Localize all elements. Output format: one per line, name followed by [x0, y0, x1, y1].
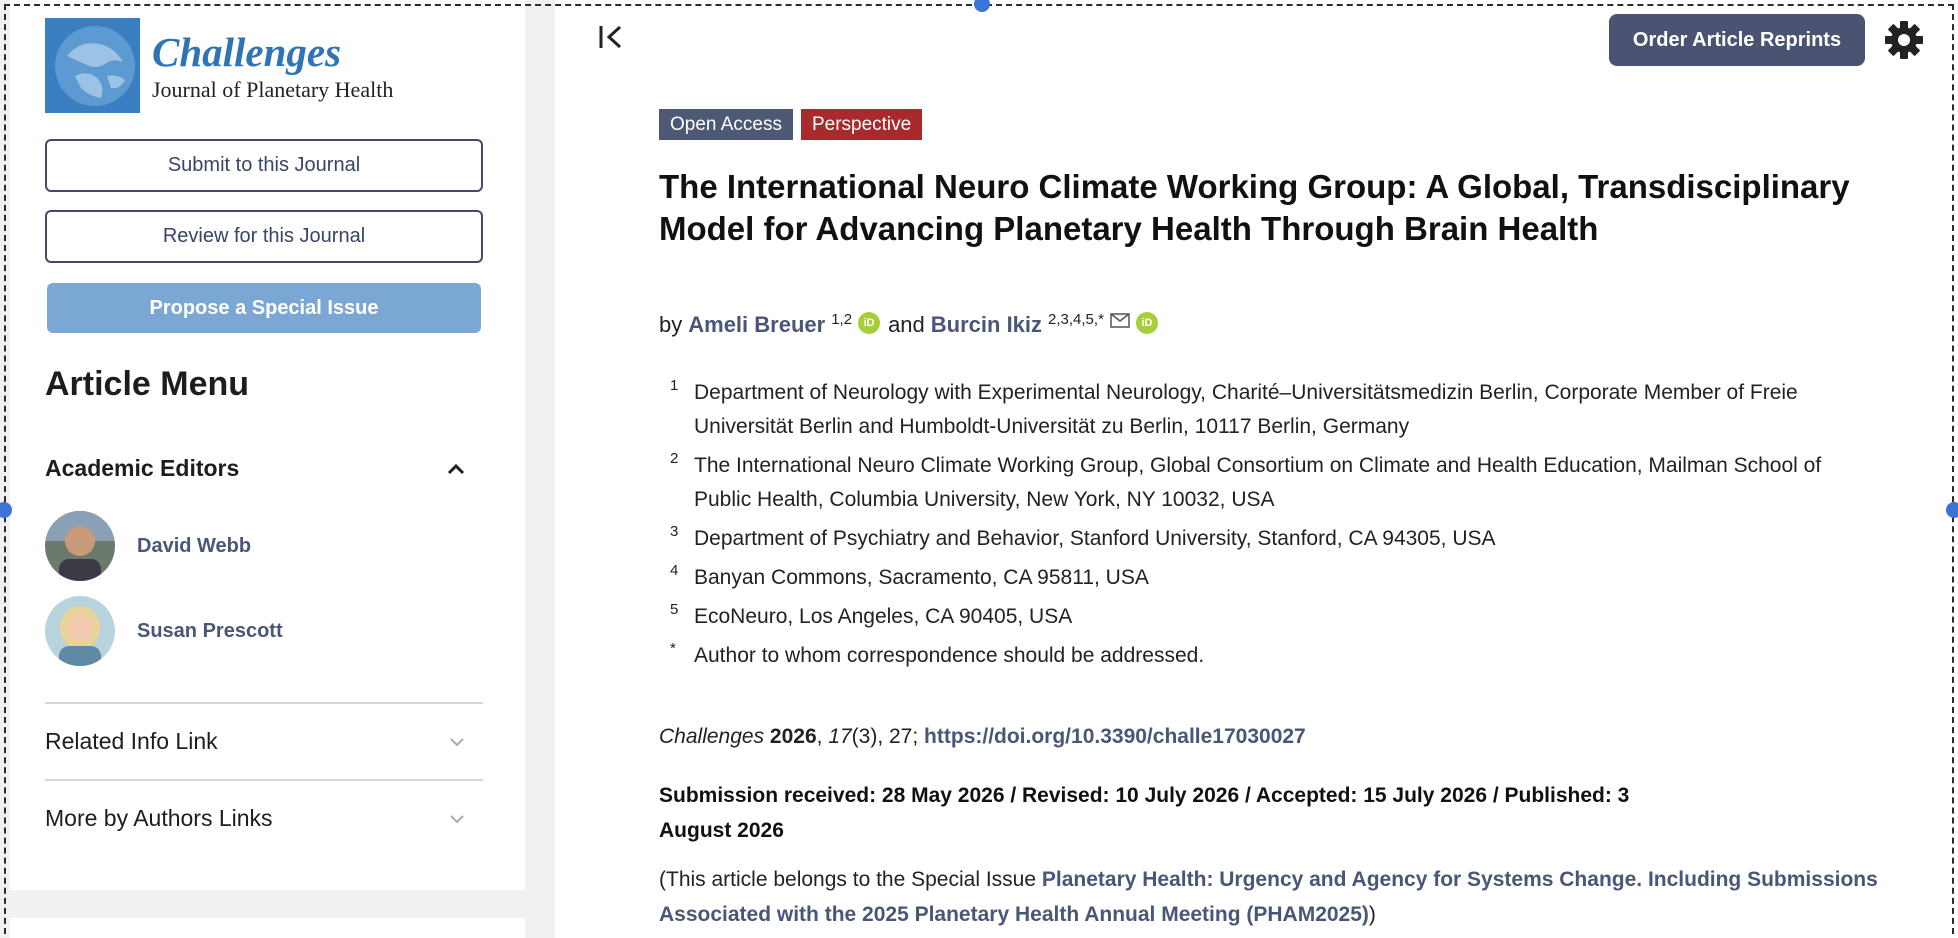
resize-handle[interactable]: [974, 0, 990, 12]
order-reprints-button[interactable]: Order Article Reprints: [1609, 14, 1865, 66]
byline: [659, 312, 1166, 340]
doi-link[interactable]: https://doi.org/10.3390/challe17030027: [924, 725, 1306, 748]
editor-david-webb[interactable]: [45, 511, 251, 581]
affiliations-list: [670, 376, 1860, 678]
chevron-down-icon: [449, 737, 465, 747]
submit-button[interactable]: Submit to this Journal: [45, 139, 483, 192]
citation-issue: (3), 27;: [851, 725, 919, 748]
article-menu-heading: Article Menu: [45, 365, 250, 403]
affiliation-item: [670, 522, 1860, 556]
and-label: and: [888, 312, 925, 337]
editor-name: Susan Prescott: [137, 619, 283, 642]
logo-subtitle: Journal of Planetary Health: [152, 76, 394, 102]
chevron-down-icon: [449, 814, 465, 824]
resize-handle[interactable]: [1946, 502, 1958, 518]
avatar: [45, 511, 115, 581]
academic-editors-toggle[interactable]: [45, 455, 465, 482]
citation-year: 2026: [769, 725, 817, 748]
affiliation-text: Banyan Commons, Sacramento, CA 95811, USA: [694, 566, 1149, 589]
affiliation-item: [670, 376, 1860, 444]
gear-icon[interactable]: [1882, 18, 1926, 62]
author-affiliation: 1,2: [831, 311, 853, 328]
publication-dates: Submission received: 28 May 2026 / Revised: 10 July 2026 / Accepted: 15 July 2026 / Published: 3 August 2026: [659, 784, 1630, 842]
affiliation-item: [670, 449, 1860, 517]
accordion-label: Related Info Link: [45, 728, 218, 754]
affiliation-text: EcoNeuro, Los Angeles, CA 90405, USA: [694, 605, 1073, 628]
divider: [45, 702, 483, 704]
logo-title: Challenges: [152, 28, 342, 75]
avatar: [45, 596, 115, 666]
globe-logo-icon: [45, 18, 140, 113]
review-button[interactable]: Review for this Journal: [45, 210, 483, 263]
accordion-label: More by Authors Links: [45, 805, 273, 831]
sidebar-lower-panel: [10, 918, 525, 938]
affiliation-text: Department of Psychiatry and Behavior, Stanford University, Stanford, CA 94305, USA: [694, 527, 1496, 550]
article-title: The International Neuro Climate Working Group: A Global, Transdisciplinary Model for Advancing Planetary Health Through Brain Health: [659, 168, 1850, 247]
collapse-left-icon[interactable]: [596, 22, 626, 60]
author-affiliation: 2,3,4,5,*: [1048, 311, 1104, 328]
special-issue-suffix: ): [1368, 903, 1376, 926]
author-link[interactable]: Ameli Breuer: [688, 312, 826, 337]
propose-special-issue-button[interactable]: Propose a Special Issue: [47, 283, 481, 333]
journal-logo[interactable]: [45, 18, 393, 113]
editor-name: David Webb: [137, 534, 252, 557]
citation-volume: 17: [828, 725, 852, 748]
citation: Challenges 2026, 17(3), 27; https://doi.org/10.3390/challe17030027: [659, 725, 1306, 748]
article-type-badge: Perspective: [801, 109, 922, 140]
orcid-icon[interactable]: iD: [1136, 312, 1158, 334]
more-by-authors-accordion[interactable]: [45, 805, 465, 832]
special-issue-note: [659, 862, 1879, 932]
affiliation-number: 3: [670, 523, 679, 540]
affiliation-item: [670, 639, 1860, 673]
sidebar: [10, 0, 525, 890]
affiliation-text: The International Neuro Climate Working Group, Global Consortium on Climate and Health Education, Mailman School of Public Health, Columbia University, New York, NY 10032, USA: [694, 454, 1822, 511]
affiliation-number: 2: [670, 450, 679, 467]
affiliation-text: Author to whom correspondence should be addressed.: [694, 644, 1205, 667]
citation-journal: Challenges: [659, 725, 765, 748]
orcid-icon[interactable]: iD: [858, 312, 880, 334]
affiliation-number: 1: [670, 377, 679, 394]
affiliation-number: *: [670, 640, 676, 657]
open-access-badge[interactable]: Open Access: [659, 109, 793, 140]
affiliation-number: 5: [670, 601, 679, 618]
author-link[interactable]: Burcin Ikiz: [930, 312, 1043, 337]
special-issue-prefix: (This article belongs to the Special Issue: [659, 868, 1042, 891]
mail-icon[interactable]: [1110, 313, 1130, 328]
divider: [45, 779, 483, 781]
affiliation-item: [670, 561, 1860, 595]
affiliation-item: [670, 600, 1860, 634]
affiliation-text: Department of Neurology with Experimental Neurology, Charité–Universitätsmedizin Berlin, Corporate Member of Freie Universität Berlin and Humboldt-Universität zu Berlin, 10117 Berlin, Germany: [694, 381, 1798, 438]
special-issue-link[interactable]: Planetary Health: Urgency and Agency for Systems Change. Including Submissions Associated with the 2025 Planetary Health Annual Meeting (PHAM2025): [659, 868, 1878, 926]
academic-editors-heading: Academic Editors: [45, 455, 240, 481]
related-info-link-accordion[interactable]: [45, 728, 465, 755]
chevron-up-icon: [447, 463, 465, 475]
by-label: by: [659, 312, 683, 337]
editor-susan-prescott[interactable]: [45, 596, 283, 666]
affiliation-number: 4: [670, 562, 679, 579]
